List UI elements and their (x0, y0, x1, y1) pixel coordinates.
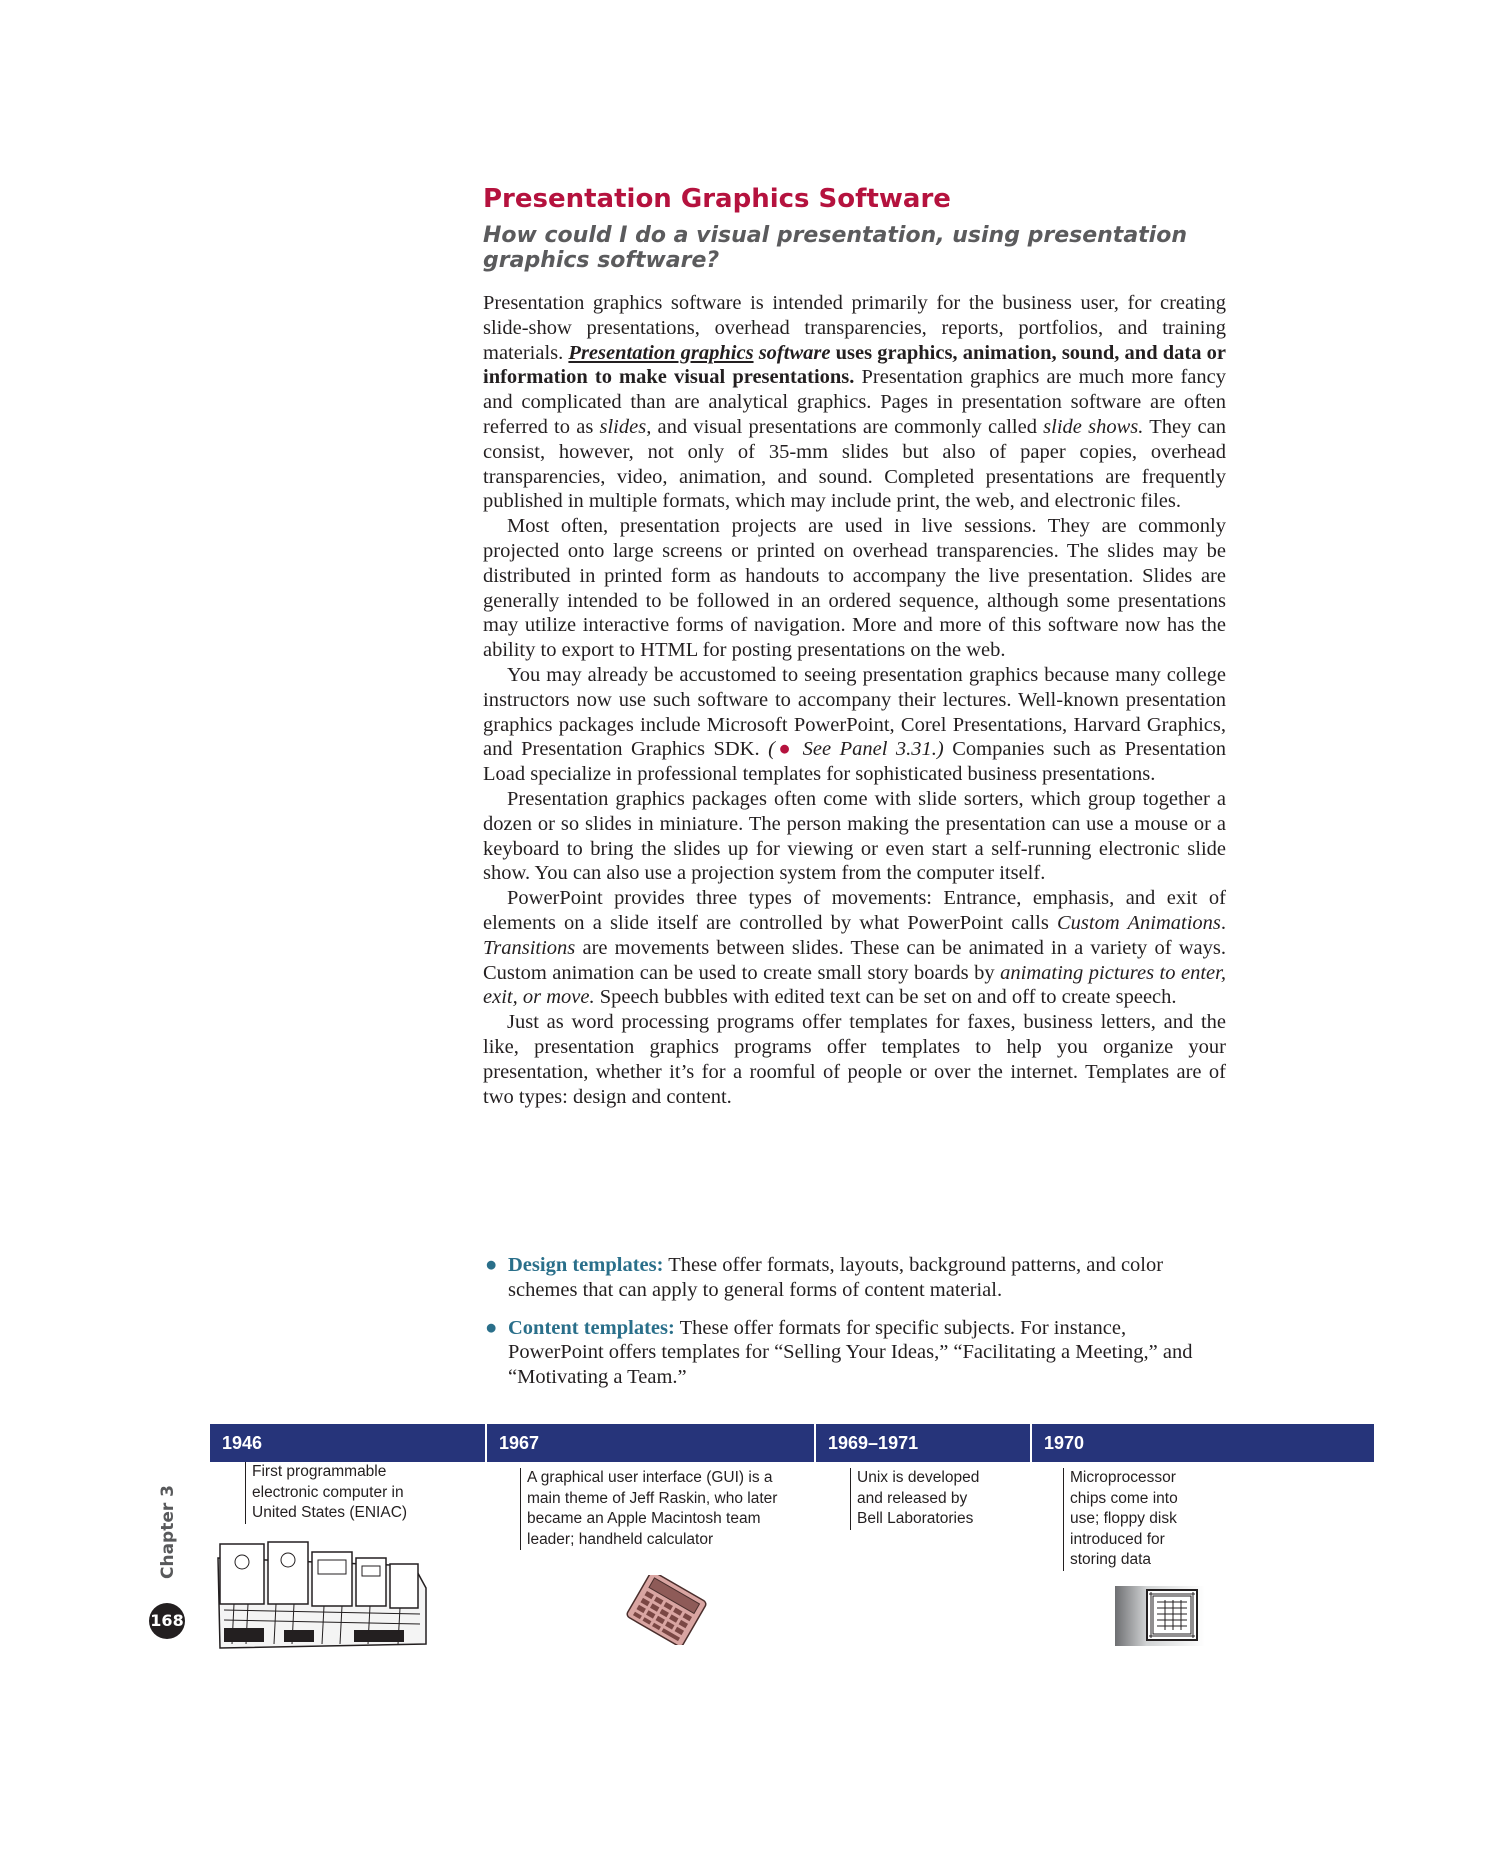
paragraph-4: Presentation graphics packages often come with slide sorters, which group together a dozen or so slides in miniature. The person making the presentation can use a mouse or a keyboard to bring the slides up for viewing or even start a self-running electronic slide show. You can also use a projection system from the computer itself. (483, 787, 1226, 885)
section-question: How could I do a visual presentation, using presentation graphics software? (483, 223, 1187, 273)
timeline-entry: Microprocessor chips come into use; floppy disk introduced for storing data (1063, 1468, 1200, 1571)
microchip-illustration (1115, 1586, 1205, 1646)
bullet-icon: ● (485, 1254, 498, 1276)
body-text (483, 291, 1226, 1109)
paragraph-6: Just as word processing programs offer templates for faxes, business letters, and the like, presentation graphics programs offer templates to help you organize your presentation, whether it’s for a roomful of people or over the internet. Templates are of two types: design and content. (483, 1011, 1226, 1108)
paragraph-3: You may already be accustomed to seeing presentation graphics because many college instructors now use such software to accompany their lectures. Well-known presentation graphics packages include Microsoft PowerPoint, Corel Presentations, Harvard Graphics, and Presentation Graphics SDK. (● See Panel 3.31.) Companies such as Presentation Load specialize in professional templates for sophisticated business presentations. (483, 663, 1227, 786)
timeline-year: 1946 (222, 1433, 263, 1453)
eniac-computer-illustration (214, 1538, 428, 1650)
timeline-entry: Unix is developed and released by Bell Laboratories (850, 1468, 997, 1530)
timeline-year: 1970 (1030, 1424, 1084, 1462)
section-title: Presentation Graphics Software (483, 184, 951, 214)
key-term: Presentation graphics (568, 341, 754, 364)
calculator-illustration (620, 1575, 712, 1645)
template-bullets (483, 1253, 1226, 1403)
chapter-label: Chapter 3 (158, 1485, 178, 1580)
paragraph-5: PowerPoint provides three types of movements: Entrance, emphasis, and exit of elements on a slide itself are controlled by what PowerPoint calls Custom Animations. Transitions are movements between slides. These can be animated in a variety of ways. Custom animation can be used to create small story boards by animating pictures to enter, exit, or move. Speech bubbles with edited text can be set on and off to create speech. (483, 887, 1226, 1009)
timeline-entry: First programmable electronic computer in United States (ENIAC) (245, 1462, 442, 1524)
list-item: ● Design templates: These offer formats, layouts, background patterns, and color schemes that can apply to general forms of content material. (485, 1254, 1164, 1301)
page-number: 168 (149, 1603, 185, 1639)
timeline-bar (210, 1424, 1374, 1462)
bullet-icon: ● (485, 1316, 498, 1339)
panel-reference-dot-icon: ● (774, 738, 795, 761)
paragraph-1: Presentation graphics software is intended primarily for the business user, for creating slide-show presentations, overhead transparencies, reports, portfolios, and training materials. Presentation graphics software uses graphics, animation, sound, and data or information to make visual presentations. Presentation graphics are much more fancy and complicated than are analytical graphics. Pages in presentation software are often referred to as slides, and visual presentations are commonly called slide shows. They can consist, however, not only of 35-mm slides but also of paper copies, overhead transparencies, video, animation, and sound. Completed presentations are frequently published in multiple formats, which may include print, the web, and electronic files. (483, 292, 1226, 513)
list-item: ● Content templates: These offer formats for specific subjects. For instance, PowerPoint offers templates for “Selling Your Ideas,” “Facilitating a Meeting,” and “Motivating a Team.” (485, 1316, 1193, 1389)
timeline-year: 1969–1971 (814, 1424, 918, 1462)
timeline-year: 1967 (485, 1424, 539, 1462)
timeline-entry: A graphical user interface (GUI) is a main theme of Jeff Raskin, who later became an Apple Macintosh team leader; handheld calculator (520, 1468, 787, 1550)
paragraph-2: Most often, presentation projects are used in live sessions. They are commonly projected onto large screens or printed on overhead transparencies. The slides may be distributed in printed form as handouts to accompany the live presentation. Slides are generally intended to be followed in an ordered sequence, although some presentations may utilize interactive forms of navigation. More and more of this software now has the ability to export to HTML for posting presentations on the web. (483, 515, 1226, 662)
